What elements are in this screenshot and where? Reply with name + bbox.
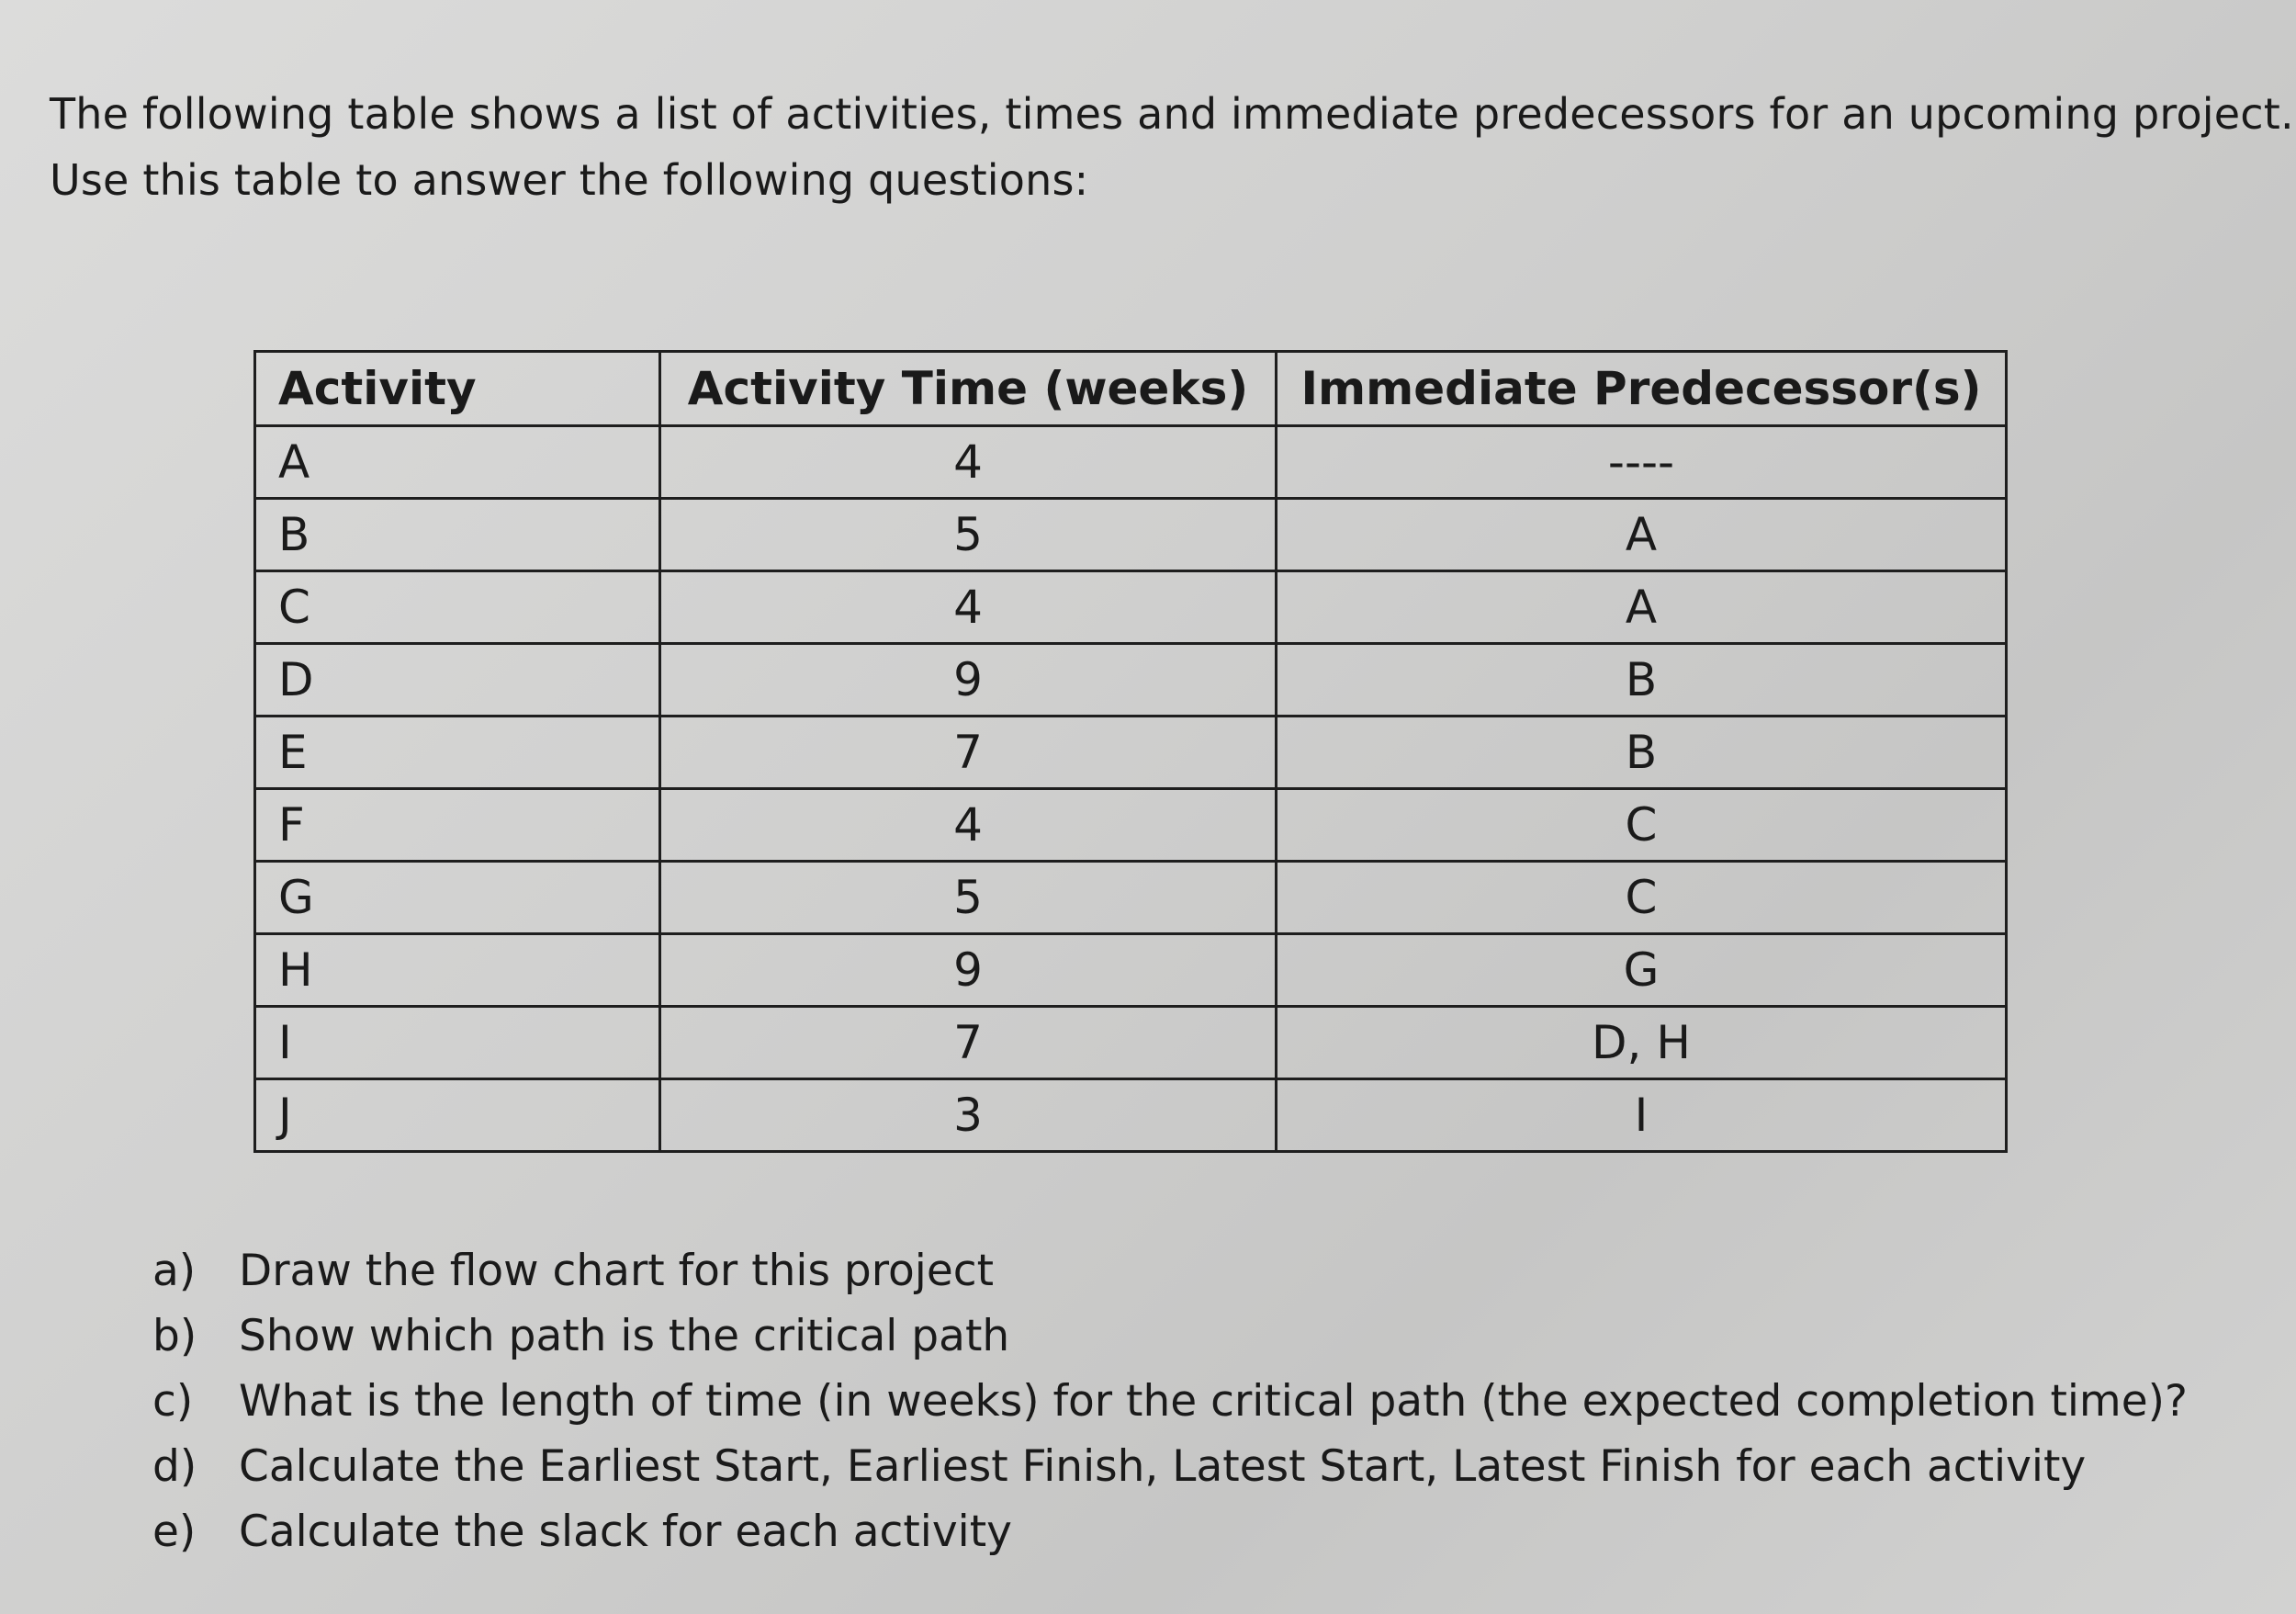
time-cell: 5: [660, 499, 1277, 571]
time-cell: 7: [660, 1007, 1277, 1079]
activity-cell: A: [255, 426, 660, 499]
activity-cell: H: [255, 934, 660, 1007]
header-activity: Activity: [255, 352, 660, 426]
predecessor-cell: B: [1277, 717, 2007, 789]
activity-cell: E: [255, 717, 660, 789]
question-letter: e): [152, 1507, 197, 1557]
header-activity-time: Activity Time (weeks): [660, 352, 1277, 426]
time-cell: 9: [660, 934, 1277, 1007]
activity-table-container: [253, 350, 2008, 1142]
question-letter: c): [152, 1376, 194, 1427]
table-row: [255, 499, 2007, 571]
question-item: [152, 1434, 2265, 1499]
header-immediate-predecessors: Immediate Predecessor(s): [1277, 352, 2007, 426]
table-row: [255, 717, 2007, 789]
predecessor-cell: D, H: [1277, 1007, 2007, 1079]
activity-cell: I: [255, 1007, 660, 1079]
intro-line-2: Use this table to answer the following questions:: [50, 155, 1089, 205]
table-row: [255, 934, 2007, 1007]
activity-cell: J: [255, 1079, 660, 1152]
question-text: Draw the flow chart for this project: [239, 1246, 995, 1296]
activity-cell: D: [255, 644, 660, 717]
table-header-row: [255, 352, 2007, 426]
predecessor-cell: C: [1277, 789, 2007, 862]
intro-line-1: The following table shows a list of activities, times and immediate predecessors for an upcoming project.: [50, 89, 2294, 139]
intro-text: [50, 81, 2294, 213]
question-text: Show which path is the critical path: [239, 1311, 1010, 1361]
predecessor-cell: C: [1277, 862, 2007, 934]
predecessor-cell: ----: [1277, 426, 2007, 499]
table-row: [255, 644, 2007, 717]
activity-table: [253, 350, 2008, 1153]
question-letter: d): [152, 1441, 197, 1492]
time-cell: 4: [660, 426, 1277, 499]
time-cell: 5: [660, 862, 1277, 934]
table-row: [255, 789, 2007, 862]
question-item: [152, 1499, 2265, 1564]
question-text: Calculate the slack for each activity: [239, 1507, 1012, 1557]
question-text: What is the length of time (in weeks) for the critical path (the expected completion time)?: [239, 1376, 2188, 1427]
time-cell: 9: [660, 644, 1277, 717]
time-cell: 7: [660, 717, 1277, 789]
table-row: [255, 571, 2007, 644]
question-item: [152, 1304, 2265, 1369]
predecessor-cell: A: [1277, 499, 2007, 571]
table-row: [255, 862, 2007, 934]
time-cell: 3: [660, 1079, 1277, 1152]
table-row: [255, 426, 2007, 499]
activity-cell: B: [255, 499, 660, 571]
time-cell: 4: [660, 789, 1277, 862]
activity-cell: F: [255, 789, 660, 862]
question-letter: a): [152, 1246, 197, 1296]
table-row: [255, 1007, 2007, 1079]
predecessor-cell: I: [1277, 1079, 2007, 1152]
activity-cell: C: [255, 571, 660, 644]
table-row: [255, 1079, 2007, 1152]
question-item: [152, 1369, 2265, 1434]
question-text: Calculate the Earliest Start, Earliest Finish, Latest Start, Latest Finish for each activity: [239, 1441, 2087, 1492]
question-letter: b): [152, 1311, 197, 1361]
predecessor-cell: B: [1277, 644, 2007, 717]
activity-cell: G: [255, 862, 660, 934]
question-item: [152, 1238, 2265, 1304]
predecessor-cell: A: [1277, 571, 2007, 644]
predecessor-cell: G: [1277, 934, 2007, 1007]
question-list: [152, 1238, 2265, 1564]
time-cell: 4: [660, 571, 1277, 644]
